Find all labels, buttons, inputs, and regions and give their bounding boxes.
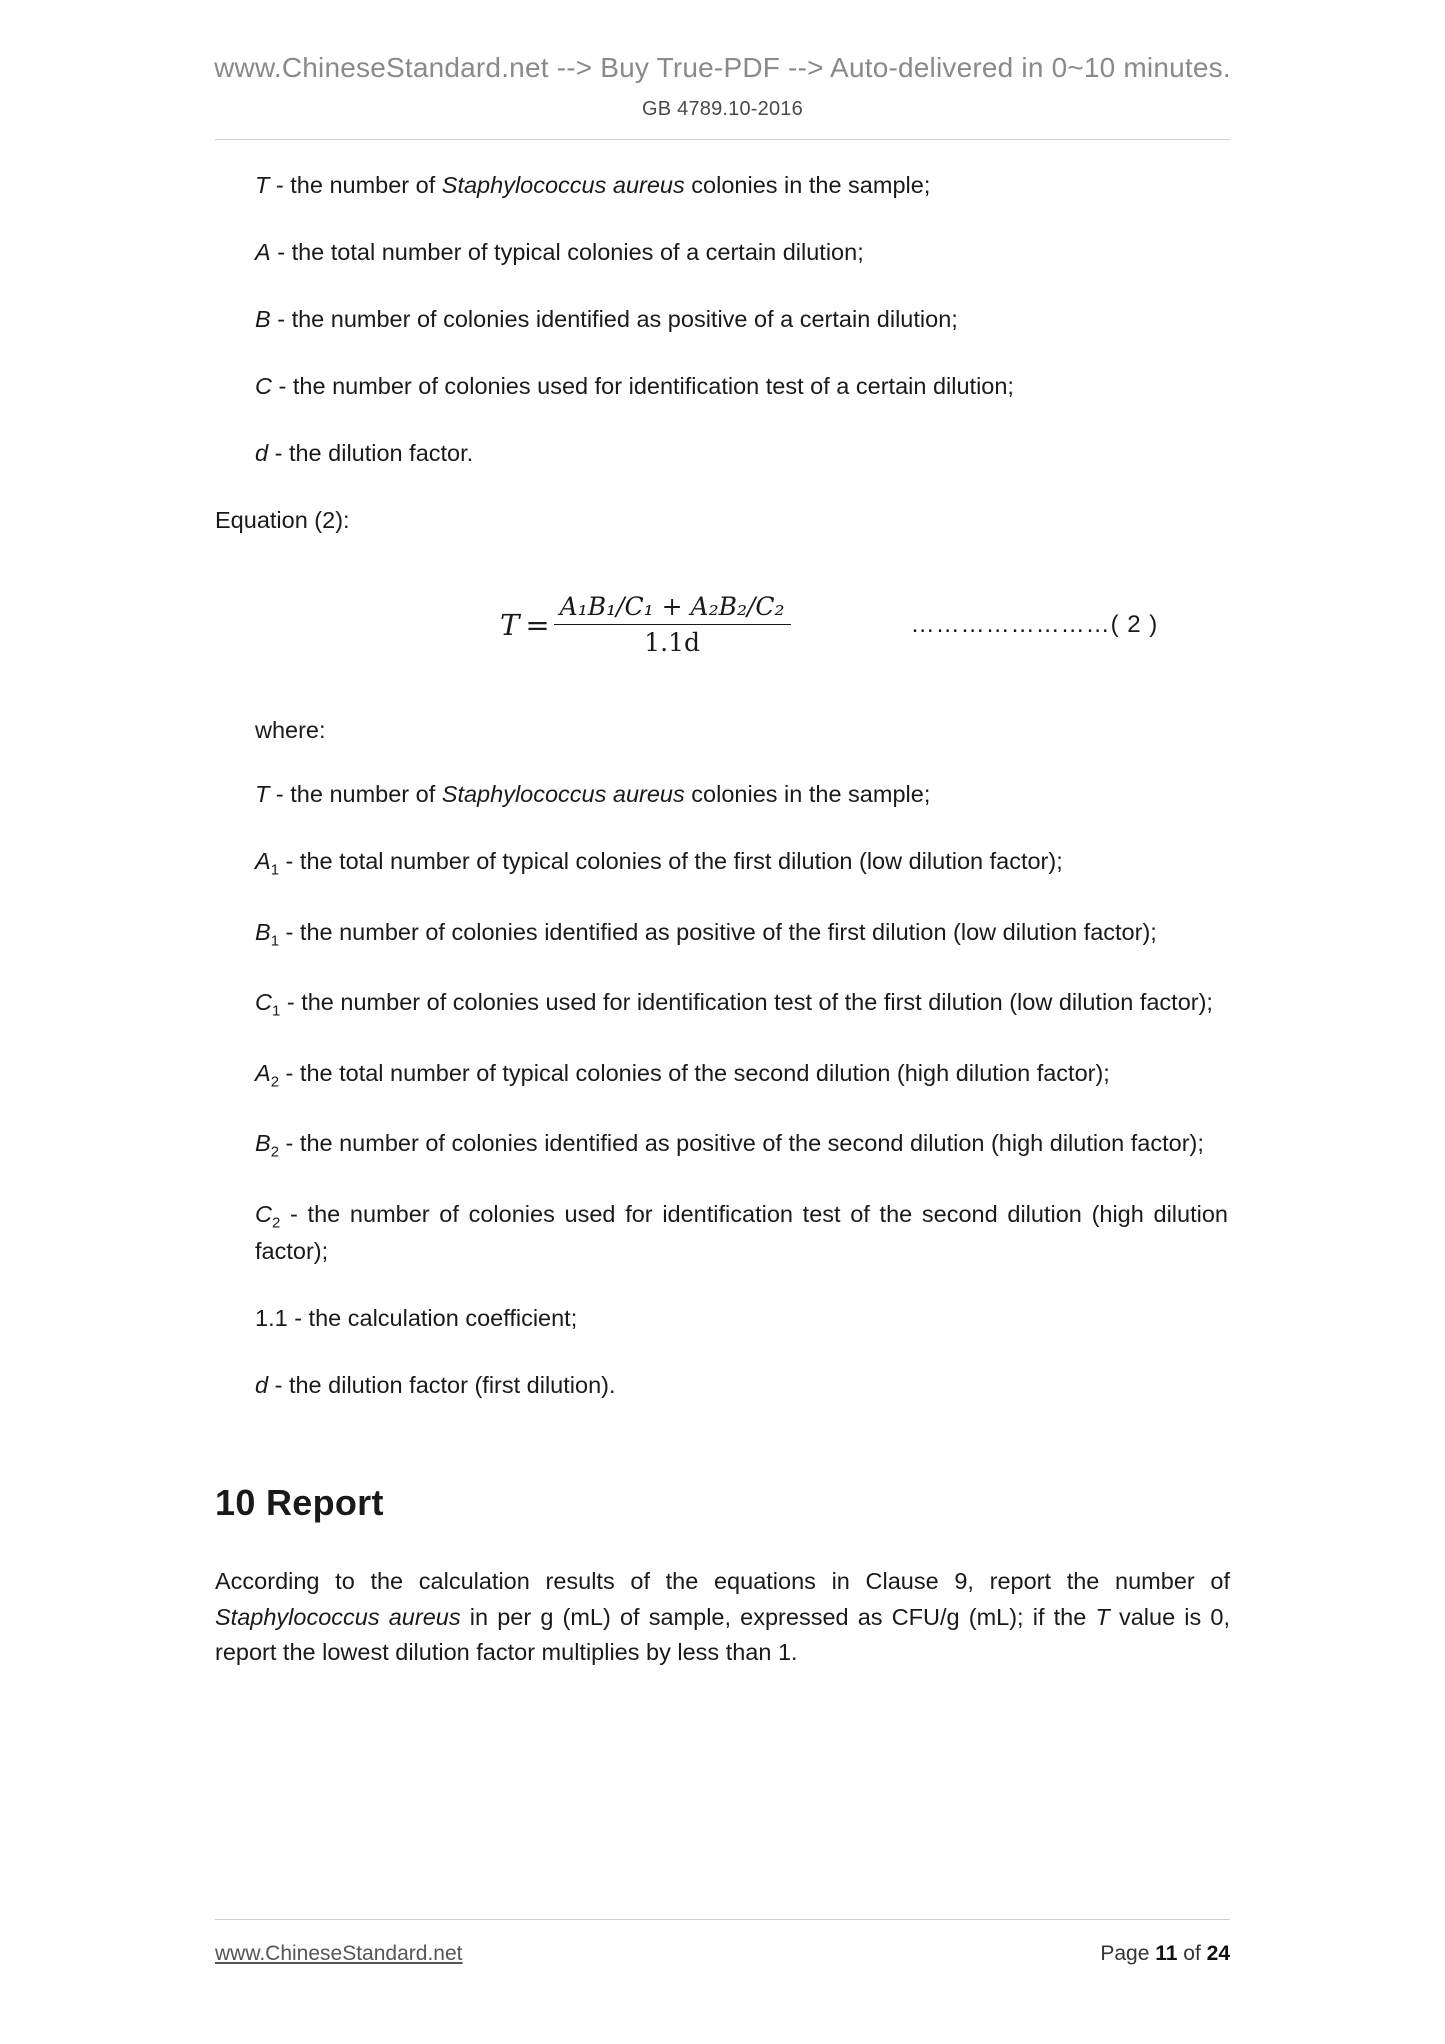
report-text-2: in per g (mL) of sample, expressed as CFU/g (mL); if the: [460, 1603, 1096, 1630]
symbol-T: T: [255, 172, 270, 198]
definition-text: - the number of colonies used for identification test of the first dilution (low dilution factor);: [280, 989, 1213, 1016]
equation-2-row: [215, 592, 1230, 657]
definition-text: - the number of colonies identified as positive of the first dilution (low dilution factor);: [279, 918, 1157, 945]
definition-text: - the dilution factor (first dilution).: [268, 1372, 616, 1399]
definition-C2: [255, 1197, 1228, 1269]
definition-B-1: [255, 302, 1230, 336]
equation-fraction: [554, 592, 791, 657]
definition-text: - the total number of typical colonies of the first dilution (low dilution factor);: [279, 848, 1063, 875]
symbol-T: T: [255, 781, 270, 808]
page-number-indicator: [1100, 1942, 1230, 1966]
standard-code: GB 4789.10-2016: [642, 98, 803, 120]
subscript-2: 2: [270, 1073, 280, 1091]
symbol-d: d: [255, 1372, 269, 1399]
definition-coefficient: [255, 1301, 1230, 1335]
symbol-C: C: [255, 1200, 272, 1227]
definition-T-2: [255, 777, 1230, 811]
definition-A-1: [255, 235, 1230, 269]
symbol-A: A: [255, 1059, 271, 1086]
equation-intro: Equation (2):: [215, 507, 350, 534]
definition-text: - the number of colonies identified as positive of the second dilution (high dilution factor);: [279, 1130, 1204, 1157]
promo-header: www.ChineseStandard.net --> Buy True-PDF --> Auto-delivered in 0~10 minutes.: [214, 52, 1231, 83]
definition-A1: [255, 844, 1230, 881]
definition-d-1: [255, 436, 1230, 470]
page-total: 24: [1206, 1942, 1230, 1965]
definition-text: - the number of colonies used for identification test of the second dilution (high dilution factor);: [255, 1200, 1228, 1265]
document-content: [215, 140, 1230, 1670]
subscript-1: 1: [270, 932, 280, 950]
page-footer: [215, 1919, 1230, 1966]
where-label: where:: [255, 717, 326, 744]
definition-text: - the number of colonies identified as positive of a certain dilution;: [270, 306, 958, 333]
symbol-d: d: [255, 440, 269, 467]
definition-text: - the dilution factor.: [268, 440, 474, 467]
definition-text: - the number of: [269, 781, 442, 808]
equation-2: [500, 592, 791, 657]
report-text-1: According to the calculation results of the equations in Clause 9, report the number of: [215, 1568, 1230, 1595]
definition-d-2: [255, 1368, 1230, 1402]
page-current: 11: [1155, 1942, 1178, 1965]
symbol-A: A: [255, 239, 271, 266]
page-prefix: Page: [1100, 1942, 1156, 1965]
symbol-C: C: [255, 989, 272, 1016]
definition-C1: [255, 985, 1228, 1022]
footer-divider: [215, 1919, 1230, 1920]
species-name: Staphylococcus aureus: [441, 781, 685, 808]
symbol-C: C: [255, 373, 272, 400]
equation-numerator: A₁B₁/C₁ + A₂B₂/C₂: [559, 592, 785, 622]
footer-site-link[interactable]: www.ChineseStandard.net: [215, 1942, 463, 1965]
definition-tail: colonies in the sample;: [684, 172, 931, 198]
subscript-1: 1: [271, 1003, 281, 1020]
definition-text: - the number of colonies used for identification test of a certain dilution;: [271, 373, 1014, 400]
symbol-B: B: [255, 918, 271, 945]
subscript-1: 1: [270, 862, 280, 880]
symbol-A: A: [255, 848, 271, 875]
equation-number: ( 2 ): [1110, 610, 1159, 638]
report-text-3: value is 0, report the lowest dilution factor multiplies by less than 1.: [215, 1603, 1231, 1665]
subscript-2: 2: [271, 1214, 281, 1232]
symbol-B: B: [255, 1130, 271, 1157]
definition-text: - the calculation coefficient;: [287, 1305, 578, 1332]
equation-equals: =: [525, 607, 550, 642]
equation-lhs: T: [500, 607, 520, 642]
leader-dots: ……………………: [910, 610, 1111, 638]
definition-C-1: [255, 369, 1230, 403]
symbol-1-1: 1.1: [255, 1305, 288, 1332]
definition-B1: [255, 915, 1228, 952]
symbol-B: B: [255, 306, 271, 333]
equation-number-tail: [911, 611, 1159, 639]
subscript-2: 2: [270, 1143, 280, 1161]
section-heading-report: 10 Report: [215, 1482, 384, 1524]
definition-text: - the total number of typical colonies of a certain dilution;: [270, 239, 864, 266]
report-paragraph: [215, 1564, 1230, 1670]
equation-denominator: 1.1d: [644, 628, 700, 658]
definition-T-1: [255, 168, 1230, 202]
definition-text: - the number of: [269, 172, 442, 198]
definition-B2: [255, 1126, 1228, 1163]
definition-A2: [255, 1056, 1230, 1093]
definition-tail: colonies in the sample;: [684, 781, 931, 808]
species-name: Staphylococcus aureus: [441, 172, 685, 198]
symbol-T: T: [1095, 1603, 1110, 1630]
definition-text: - the total number of typical colonies of the second dilution (high dilution factor);: [279, 1059, 1110, 1086]
page-middle: of: [1177, 1942, 1207, 1965]
species-name: Staphylococcus aureus: [215, 1603, 461, 1630]
